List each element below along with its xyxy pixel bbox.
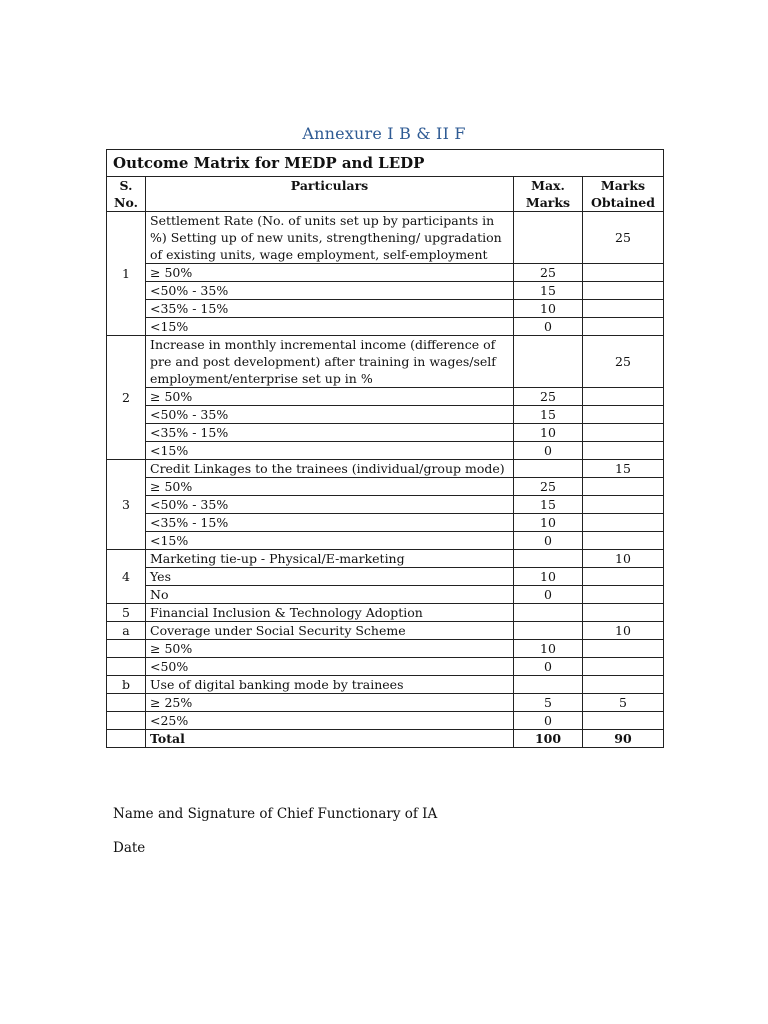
particular-label: ≥ 50% [146, 264, 514, 282]
sno-cell [107, 658, 146, 676]
table-row [107, 658, 664, 676]
table-row [107, 640, 664, 658]
table-row [107, 282, 664, 300]
particular-label: <35% - 15% [146, 514, 514, 532]
max-marks-cell [514, 604, 583, 622]
max-marks-cell: 10 [514, 514, 583, 532]
marks-obtained-cell [583, 406, 664, 424]
max-marks-cell: 0 [514, 712, 583, 730]
table-header-row [107, 177, 664, 212]
marks-obtained-cell: 10 [583, 550, 664, 568]
marks-obtained-cell: 15 [583, 460, 664, 478]
header-max-marks: Max. Marks [514, 177, 583, 212]
particular-label: ≥ 25% [146, 694, 514, 712]
total-max-marks: 100 [514, 730, 583, 748]
table-row [107, 496, 664, 514]
particular-title: Marketing tie-up - Physical/E-marketing [146, 550, 514, 568]
marks-obtained-cell [583, 424, 664, 442]
particular-label: <15% [146, 318, 514, 336]
table-row [107, 604, 664, 622]
table-caption: Outcome Matrix for MEDP and LEDP [107, 150, 664, 177]
marks-obtained-cell: 10 [583, 622, 664, 640]
table-row [107, 478, 664, 496]
max-marks-cell: 15 [514, 406, 583, 424]
marks-obtained-cell: 25 [583, 336, 664, 388]
sno-cell: 4 [107, 550, 146, 604]
table-row [107, 622, 664, 640]
table-row [107, 442, 664, 460]
max-marks-cell: 10 [514, 424, 583, 442]
particular-label: No [146, 586, 514, 604]
particular-title: Financial Inclusion & Technology Adoption [146, 604, 514, 622]
marks-obtained-cell: 25 [583, 212, 664, 264]
table-row [107, 460, 664, 478]
sno-cell: 3 [107, 460, 146, 550]
max-marks-cell: 25 [514, 264, 583, 282]
marks-obtained-cell [583, 676, 664, 694]
marks-obtained-cell [583, 514, 664, 532]
table-caption-row [107, 150, 664, 177]
sno-cell: a [107, 622, 146, 640]
marks-obtained-cell [583, 712, 664, 730]
particular-label: <35% - 15% [146, 300, 514, 318]
max-marks-cell [514, 336, 583, 388]
max-marks-cell: 15 [514, 496, 583, 514]
sno-cell [107, 730, 146, 748]
total-row [107, 730, 664, 748]
table-row [107, 550, 664, 568]
table-row [107, 532, 664, 550]
table-row [107, 586, 664, 604]
marks-obtained-cell [583, 532, 664, 550]
max-marks-cell [514, 460, 583, 478]
sno-cell: 2 [107, 336, 146, 460]
header-particulars: Particulars [146, 177, 514, 212]
sno-cell [107, 640, 146, 658]
max-marks-cell: 10 [514, 568, 583, 586]
sno-cell [107, 694, 146, 712]
max-marks-cell [514, 622, 583, 640]
max-marks-cell [514, 676, 583, 694]
sno-cell: b [107, 676, 146, 694]
total-marks-obtained: 90 [583, 730, 664, 748]
marks-obtained-cell [583, 442, 664, 460]
max-marks-cell: 10 [514, 640, 583, 658]
sno-cell: 5 [107, 604, 146, 622]
annexure-title: Annexure I B & II F [302, 124, 466, 143]
marks-obtained-cell [583, 388, 664, 406]
table-row [107, 406, 664, 424]
table-row [107, 514, 664, 532]
marks-obtained-cell [583, 282, 664, 300]
particular-title: Settlement Rate (No. of units set up by participants in %) Setting up of new units, strengthening/ upgradation of existing units, wage employment, self-employment [146, 212, 514, 264]
particular-title: Increase in monthly incremental income (difference of pre and post development) after training in wages/self employment/enterprise set up in % [146, 336, 514, 388]
table-row [107, 424, 664, 442]
max-marks-cell: 25 [514, 388, 583, 406]
total-label: Total [146, 730, 514, 748]
table-row [107, 318, 664, 336]
table-row [107, 264, 664, 282]
particular-label: <25% [146, 712, 514, 730]
marks-obtained-cell [583, 604, 664, 622]
max-marks-cell: 25 [514, 478, 583, 496]
particular-label: <50% [146, 658, 514, 676]
particular-label: <50% - 35% [146, 496, 514, 514]
date-label: Date [113, 840, 146, 856]
max-marks-cell: 10 [514, 300, 583, 318]
particular-title: Credit Linkages to the trainees (individual/group mode) [146, 460, 514, 478]
max-marks-cell: 0 [514, 532, 583, 550]
particular-label: <35% - 15% [146, 424, 514, 442]
particular-label: <15% [146, 442, 514, 460]
marks-obtained-cell [583, 478, 664, 496]
particular-label: ≥ 50% [146, 640, 514, 658]
table-row [107, 212, 664, 264]
table-row [107, 694, 664, 712]
particular-label: ≥ 50% [146, 388, 514, 406]
table-row [107, 568, 664, 586]
marks-obtained-cell: 5 [583, 694, 664, 712]
max-marks-cell: 0 [514, 442, 583, 460]
table-row [107, 676, 664, 694]
max-marks-cell [514, 550, 583, 568]
particular-label: ≥ 50% [146, 478, 514, 496]
outcome-matrix-table [106, 149, 664, 748]
sno-cell: 1 [107, 212, 146, 336]
particular-label: <15% [146, 532, 514, 550]
particular-title: Coverage under Social Security Scheme [146, 622, 514, 640]
header-sno: S. No. [107, 177, 146, 212]
marks-obtained-cell [583, 264, 664, 282]
max-marks-cell: 0 [514, 586, 583, 604]
max-marks-cell: 0 [514, 658, 583, 676]
marks-obtained-cell [583, 658, 664, 676]
max-marks-cell [514, 212, 583, 264]
table-row [107, 388, 664, 406]
sno-cell [107, 712, 146, 730]
marks-obtained-cell [583, 496, 664, 514]
header-marks-obtained: Marks Obtained [583, 177, 664, 212]
table-row [107, 336, 664, 388]
marks-obtained-cell [583, 640, 664, 658]
table-row [107, 712, 664, 730]
particular-title: Use of digital banking mode by trainees [146, 676, 514, 694]
particular-label: <50% - 35% [146, 406, 514, 424]
signature-label: Name and Signature of Chief Functionary of IA [113, 806, 438, 822]
max-marks-cell: 0 [514, 318, 583, 336]
particular-label: <50% - 35% [146, 282, 514, 300]
table-row [107, 300, 664, 318]
marks-obtained-cell [583, 568, 664, 586]
particular-label: Yes [146, 568, 514, 586]
marks-obtained-cell [583, 586, 664, 604]
max-marks-cell: 15 [514, 282, 583, 300]
max-marks-cell: 5 [514, 694, 583, 712]
marks-obtained-cell [583, 300, 664, 318]
marks-obtained-cell [583, 318, 664, 336]
